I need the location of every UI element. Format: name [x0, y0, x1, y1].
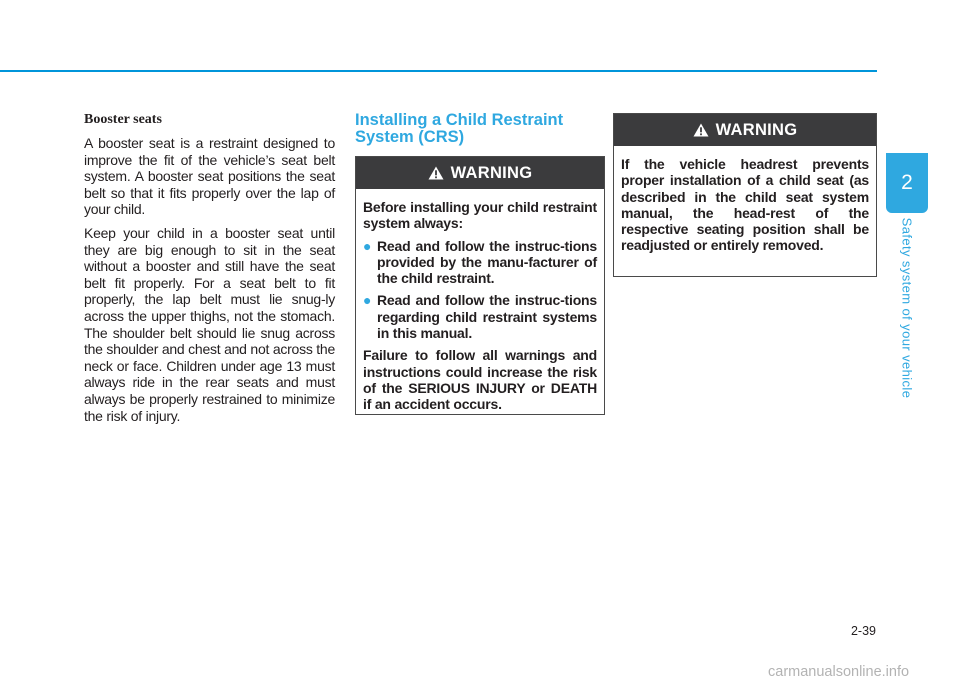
bullet-dot-icon: ●	[363, 237, 372, 254]
chapter-number: 2	[901, 171, 913, 194]
booster-paragraph-2: Keep your child in a booster seat until they are big enough to sit in the seat without a booster and still have the seat belt fit properly. For a seat belt to fit properly, the lap belt must lie snug-ly across the upper thighs, not the stomach. The shoulder belt should lie snug across the shoulder and chest and not across the neck or face. Children under age 13 must always ride in the rear seats and must always be properly restrained to minimize the risk of injury.	[84, 224, 335, 424]
left-column	[84, 112, 335, 431]
booster-paragraph-1: A booster seat is a restraint designed to improve the fit of the vehicle’s seat belt system. A booster seat positions the seat belt so that it fits properly over the lap of your child.	[84, 135, 335, 218]
warning-body	[614, 146, 876, 254]
warning-bullet-text: Read and follow the instruc-tions provided by the manu-facturer of the child restraint.	[377, 237, 597, 287]
warning-intro: Before installing your child restraint system always:	[363, 199, 597, 232]
warning-header	[614, 114, 876, 146]
chapter-number-tab	[886, 153, 928, 213]
chapter-label-wrap	[886, 213, 928, 403]
chapter-label: Safety system of your vehicle	[899, 217, 915, 399]
warning-bullets	[363, 238, 597, 342]
warning-closing: Failure to follow all warnings and instructions could increase the risk of the SERIOUS INJURY or DEATH if an accident occurs.	[363, 347, 597, 413]
page-number: 2-39	[850, 624, 876, 638]
warning-text: If the vehicle headrest prevents proper installation of a child seat (as described in the child seat system manual, the head-rest of the respective seating position shall be readjusted or entirely removed.	[621, 156, 869, 254]
section-heading: Installing a Child Restraint System (CRS)	[355, 111, 564, 146]
warning-title: WARNING	[715, 120, 798, 139]
warning-triangle-icon	[428, 166, 444, 180]
warning-box-headrest	[613, 113, 877, 277]
warning-title: WARNING	[450, 163, 533, 182]
header-rule	[0, 70, 877, 72]
booster-seats-heading: Booster seats	[84, 112, 162, 127]
warning-bullet	[363, 238, 597, 287]
warning-bullet-text: Read and follow the instruc-tions regarding child restraint systems in this manual.	[377, 292, 597, 342]
warning-header	[356, 157, 604, 189]
warning-box-crs	[355, 156, 605, 415]
bullet-dot-icon: ●	[363, 292, 372, 309]
watermark: carmanualsonline.info	[768, 664, 910, 680]
warning-bullet	[363, 292, 597, 341]
warning-triangle-icon	[693, 123, 709, 137]
warning-body	[356, 189, 604, 413]
